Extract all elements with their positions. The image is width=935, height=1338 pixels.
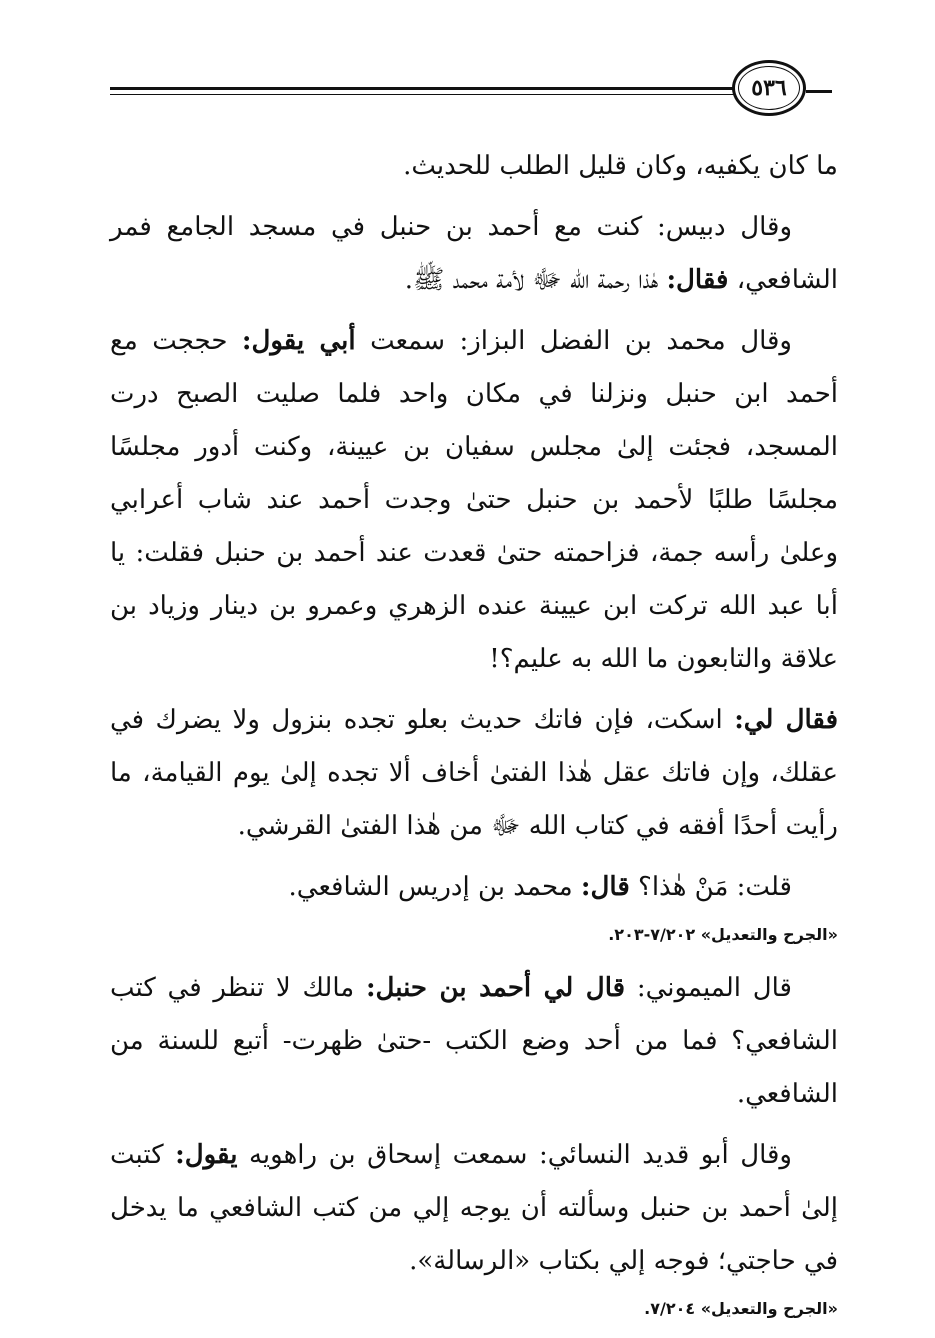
paragraph-text: محمد بن إدريس الشافعي. bbox=[288, 872, 581, 902]
paragraph-text: اسكت، فإن فاتك حديث بعلو تجده بنزول ولا يضرك في عقلك، وإن فاتك عقل هٰذا الفتىٰ أخاف ألا تجده إلىٰ يوم القيامة، ما رأيت أحدًا أفقه في كتاب الله ﷻ من هٰذا الفتىٰ القرشي. bbox=[110, 705, 838, 841]
paragraph bbox=[110, 201, 838, 307]
paragraph-text: وقال دبيس: كنت مع أحمد بن حنبل في مسجد الجامع فمر الشافعي، bbox=[110, 212, 838, 295]
paragraph bbox=[110, 1129, 838, 1288]
bold-phrase: قال: bbox=[580, 872, 630, 902]
source-citation: «الجرح والتعديل» ٧/٢٠٢-٢٠٣. bbox=[608, 925, 838, 944]
paragraph-text: ما كان يكفيه، وكان قليل الطلب للحديث. bbox=[403, 151, 838, 181]
bold-phrase: أبي يقول: bbox=[241, 326, 356, 356]
paragraph-text: قلت: مَنْ هٰذا؟ bbox=[629, 872, 792, 902]
paragraph-text: وقال أبو قديد النسائي: سمعت إسحاق بن راهويه bbox=[237, 1140, 792, 1170]
page-header bbox=[0, 52, 935, 136]
paragraph-text: قال الميموني: bbox=[625, 973, 792, 1003]
page-body bbox=[110, 140, 838, 1336]
paragraph-text: مالك لا تنظر في كتب الشافعي؟ فما من أحد وضع الكتب -حتىٰ ظهرت- أتبع للسنة من الشافعي. bbox=[110, 973, 838, 1109]
paragraph bbox=[110, 861, 838, 914]
paragraph-text: كتبت إلىٰ أحمد بن حنبل وسألته أن يوجه إلي من كتب الشافعي ما يدخل في حاجتي؛ فوجه إلي بكتاب «الرسالة». bbox=[110, 1140, 838, 1276]
paragraph bbox=[110, 140, 838, 193]
paragraph bbox=[110, 962, 838, 1121]
paragraph-text: وقال محمد بن الفضل البزاز: سمعت bbox=[355, 326, 792, 356]
source-citation: «الجرح والتعديل» ٧/٢٠٤. bbox=[644, 1299, 838, 1318]
header-rule-thin bbox=[110, 94, 735, 95]
paragraph bbox=[110, 694, 838, 853]
bold-phrase: فقال لي: bbox=[734, 705, 839, 735]
header-rule-right bbox=[806, 90, 832, 93]
paragraph-text: حججت مع أحمد ابن حنبل ونزلنا في مكان واحد فلما صليت الصبح درت المسجد، فجئت إلىٰ مجلس سفيان بن عيينة، وكنت أدور مجلسًا مجلسًا طلبًا لأحمد بن حنبل حتىٰ وجدت أحمد عند شاب أعرابي وعلىٰ رأسه جمة، فزاحمته حتىٰ قعدت عند أحمد بن حنبل فقلت: يا أبا عبد الله تركت ابن عيينة عنده الزهري وعمرو بن دينار وزياد بن علاقة والتابعون ما الله به عليم؟! bbox=[110, 326, 838, 674]
bold-phrase: يقول: bbox=[175, 1140, 238, 1170]
page-number: ٥٣٦ bbox=[732, 60, 806, 116]
paragraph-text: هٰذا رحمة الله ﷻ لأمة محمد ﷺ. bbox=[404, 265, 667, 295]
bold-phrase: قال لي أحمد بن حنبل: bbox=[365, 973, 626, 1003]
header-rule-thick bbox=[110, 87, 735, 90]
paragraph bbox=[110, 315, 838, 686]
bold-phrase: فقال: bbox=[666, 265, 729, 295]
